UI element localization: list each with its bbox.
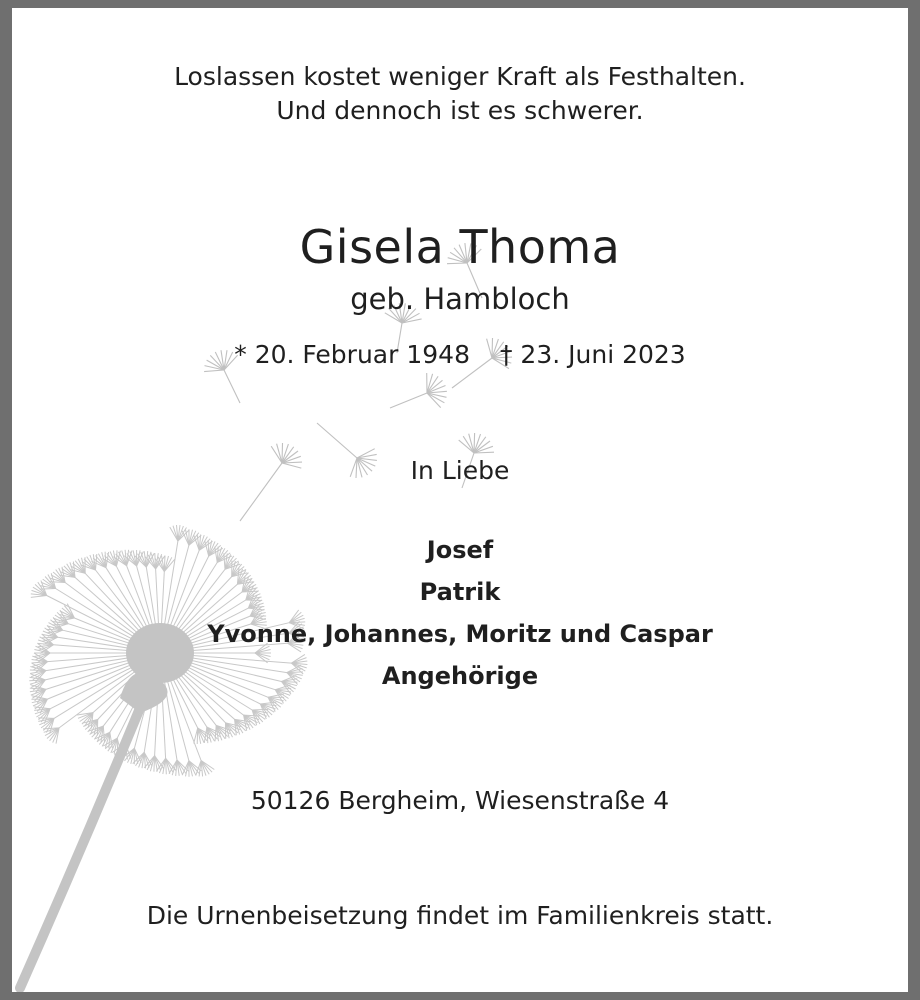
mourner-3: Yvonne, Johannes, Moritz und Caspar [207, 620, 713, 648]
address: 50126 Bergheim, Wiesenstraße 4 [250, 786, 670, 815]
birth-date: * 20. Februar 1948 [234, 340, 470, 369]
maiden-name: geb. Hambloch [350, 282, 570, 316]
mourner-4: Angehörige [381, 662, 539, 690]
life-dates [12, 340, 908, 369]
quote-line-2: Und dennoch ist es schwerer. [276, 96, 644, 125]
obituary-text [12, 8, 908, 992]
burial-note: Die Urnenbeisetzung findet im Familienkreis statt. [146, 901, 774, 930]
obituary-card [12, 8, 908, 992]
mourner-1: Josef [426, 536, 494, 564]
mourner-2: Patrik [419, 578, 501, 606]
death-date: † 23. Juni 2023 [499, 340, 686, 369]
closing-phrase: In Liebe [410, 456, 510, 485]
quote-line-1: Loslassen kostet weniger Kraft als Festhalten. [174, 62, 746, 91]
deceased-name: Gisela Thoma [299, 220, 621, 274]
